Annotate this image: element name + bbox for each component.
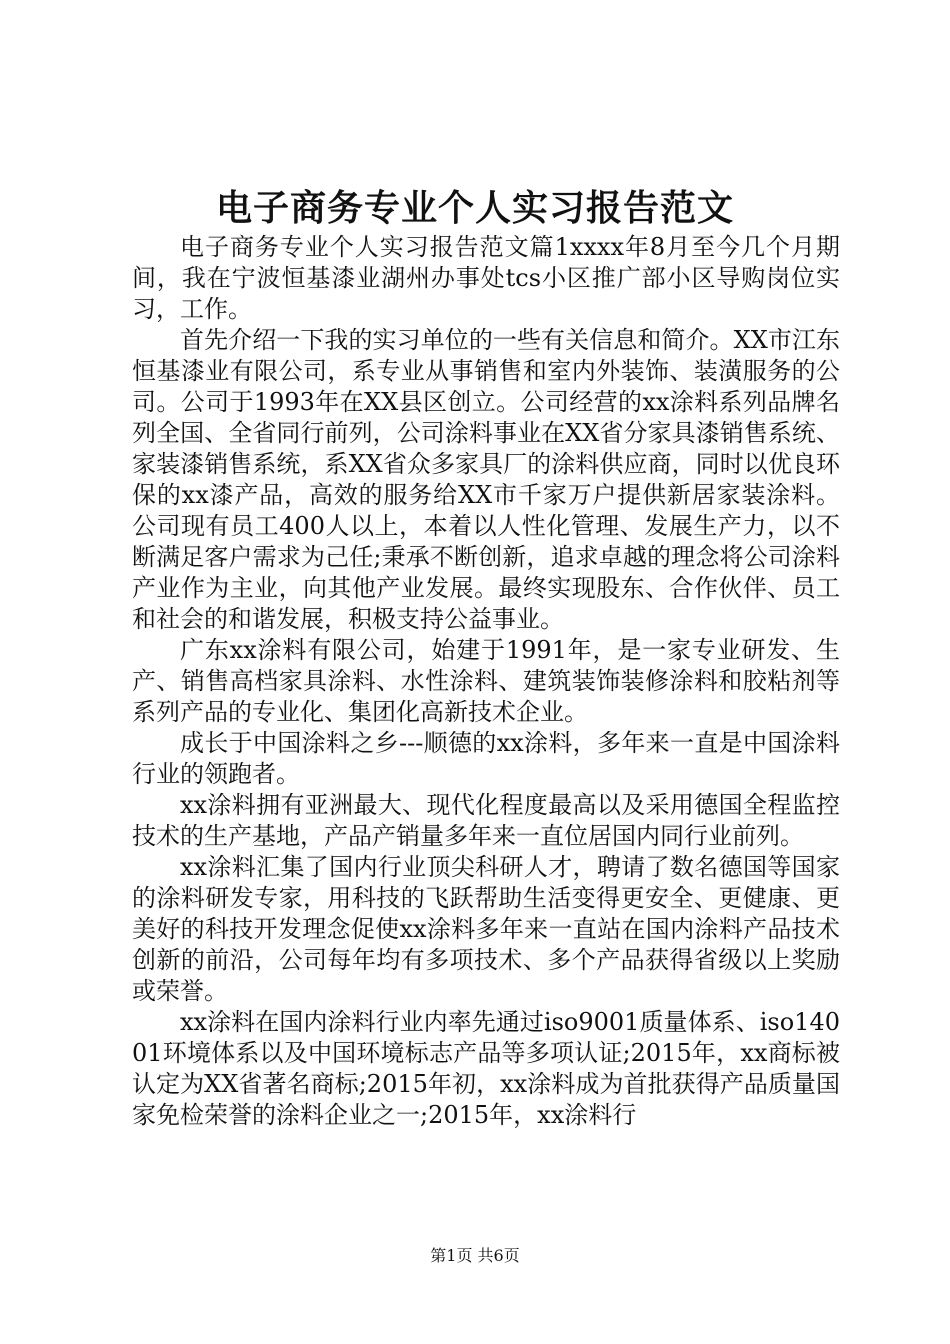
page-footer: 第1页 共6页 xyxy=(430,1246,520,1265)
document-title: 电子商务专业个人实习报告范文 xyxy=(215,188,734,229)
document-body xyxy=(132,232,840,1131)
paragraph: 电子商务专业个人实习报告范文篇1xxxx年8月至今几个月期间，我在宁波恒基漆业湖州办事处tcs小区推广部小区导购岗位实习，工作。 xyxy=(132,233,840,323)
paragraph: 成长于中国涂料之乡---顺德的xx涂料，多年来一直是中国涂料行业的领跑者。 xyxy=(132,729,840,788)
paragraph: xx涂料在国内涂料行业内率先通过iso9001质量体系、iso14001环境体系以及中国环境标志产品等多项认证;2015年，xx商标被认定为XX省著名商标;2015年初，xx涂料成为首批获得产品质量国家免检荣誉的涂料企业之一;2015年，xx涂料行 xyxy=(132,1008,840,1129)
paragraph: 首先介绍一下我的实习单位的一些有关信息和简介。XX市江东恒基漆业有限公司，系专业从事销售和室内外装饰、装潢服务的公司。公司于1993年在XX县区创立。公司经营的xx涂料系列品牌名列全国、全省同行前列，公司涂料事业在XX省分家具漆销售系统、家装漆销售系统，系XX省众多家具厂的涂料供应商，同时以优良环保的xx漆产品，高效的服务给XX市千家万户提供新居家装涂料。公司现有员工400人以上，本着以人性化管理、发展生产力，以不断满足客户需求为己任;秉承不断创新，追求卓越的理念将公司涂料产业作为主业，向其他产业发展。最终实现股东、合作伙伴、员工和社会的和谐发展，积极支持公益事业。 xyxy=(132,326,840,633)
paragraph: 广东xx涂料有限公司，始建于1991年，是一家专业研发、生产、销售高档家具涂料、水性涂料、建筑装饰装修涂料和胶粘剂等系列产品的专业化、集团化高新技术企业。 xyxy=(132,636,840,726)
paragraph: xx涂料拥有亚洲最大、现代化程度最高以及采用德国全程监控技术的生产基地，产品产销量多年来一直位居国内同行业前列。 xyxy=(132,791,840,850)
paragraph: xx涂料汇集了国内行业顶尖科研人才，聘请了数名德国等国家的涂料研发专家，用科技的飞跃帮助生活变得更安全、更健康、更美好的科技开发理念促使xx涂料多年来一直站在国内涂料产品技术创新的前沿，公司每年均有多项技术、多个产品获得省级以上奖励或荣誉。 xyxy=(132,853,840,1005)
